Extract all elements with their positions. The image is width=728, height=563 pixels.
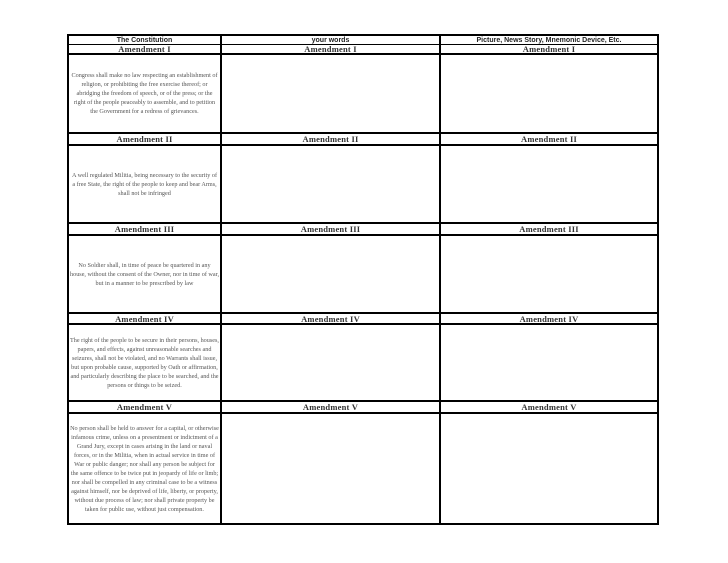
constitution-text: No Soldier shall, in time of peace be quartered in any house, without the consent of the Owner, nor in time of war, but in a manner to be prescribed by law [69, 236, 222, 312]
picture-cell[interactable] [441, 325, 657, 400]
constitution-text: The right of the people to be secure in their persons, houses, papers, and effects, against unreasonable searches and seizures, shall not be violated, and no Warrants shall issue, but upon probable cause, supported by Oath or affirmation, and particularly describing the place to be searched, and the persons or things to be seized. [69, 325, 222, 400]
amendment-label: Amendment IV [519, 313, 579, 324]
label-row-amendment-5 [69, 402, 657, 414]
amendment-label: Amendment V [222, 402, 441, 412]
constitution-text: Congress shall make no law respecting an establishment of religion, or prohibiting the free exercise thereof; or abridging the freedom of speech, or of the press; or the right of the people peaceably to assemble, and to petition the Government for a redress of grievances. [69, 55, 222, 132]
amendment-label: Amendment II [521, 134, 577, 144]
body-row-amendment-5 [69, 414, 657, 523]
amendment-label: Amendment III [519, 224, 579, 234]
your-words-cell[interactable] [222, 236, 441, 312]
your-words-cell[interactable] [222, 414, 441, 523]
header-picture: Picture, News Story, Mnemonic Device, Etc. [476, 36, 622, 44]
picture-cell[interactable] [441, 236, 657, 312]
header-your-words: your words [222, 36, 441, 44]
amendment-label: Amendment III [69, 224, 222, 234]
amendment-label: Amendment I [222, 45, 441, 53]
picture-cell[interactable] [441, 414, 657, 523]
body-row-amendment-3 [69, 236, 657, 314]
body-row-amendment-2 [69, 146, 657, 224]
amendment-label: Amendment II [69, 134, 222, 144]
amendment-label: Amendment I [69, 45, 222, 53]
picture-cell[interactable] [441, 146, 657, 222]
your-words-cell[interactable] [222, 325, 441, 400]
amendment-label: Amendment II [222, 134, 441, 144]
amendment-label: Amendment III [222, 224, 441, 234]
amendment-label: Amendment IV [69, 314, 222, 323]
amendment-label: Amendment V [69, 402, 222, 412]
header-constitution: The Constitution [69, 36, 222, 44]
amendment-label: Amendment V [521, 402, 577, 412]
your-words-cell[interactable] [222, 55, 441, 132]
body-row-amendment-1 [69, 55, 657, 134]
your-words-cell[interactable] [222, 146, 441, 222]
amendment-label: Amendment I [522, 44, 576, 54]
label-row-amendment-2 [69, 134, 657, 146]
constitution-text: A well regulated Militia, being necessary to the security of a free State, the right of the people to keep and bear Arms, shall not be infringed [69, 146, 222, 222]
amendments-worksheet-table [67, 34, 659, 525]
constitution-text: No person shall be held to answer for a capital, or otherwise infamous crime, unless on a presentment or indictment of a Grand Jury, except in cases arising in the land or naval forces, or in the Militia, when in actual service in time of War or public danger; nor shall any person be subject for the same offence to be twice put in jeopardy of life or limb; nor shall be compelled in any criminal case to be a witness against himself, nor be deprived of life, liberty, or property, without due process of law; nor shall private property be taken for public use, without just compensation. [69, 414, 222, 523]
amendment-label: Amendment IV [222, 314, 441, 323]
body-row-amendment-4 [69, 325, 657, 402]
label-row-amendment-1 [69, 45, 657, 55]
label-row-amendment-3 [69, 224, 657, 236]
picture-cell[interactable] [441, 55, 657, 132]
label-row-amendment-4 [69, 314, 657, 325]
